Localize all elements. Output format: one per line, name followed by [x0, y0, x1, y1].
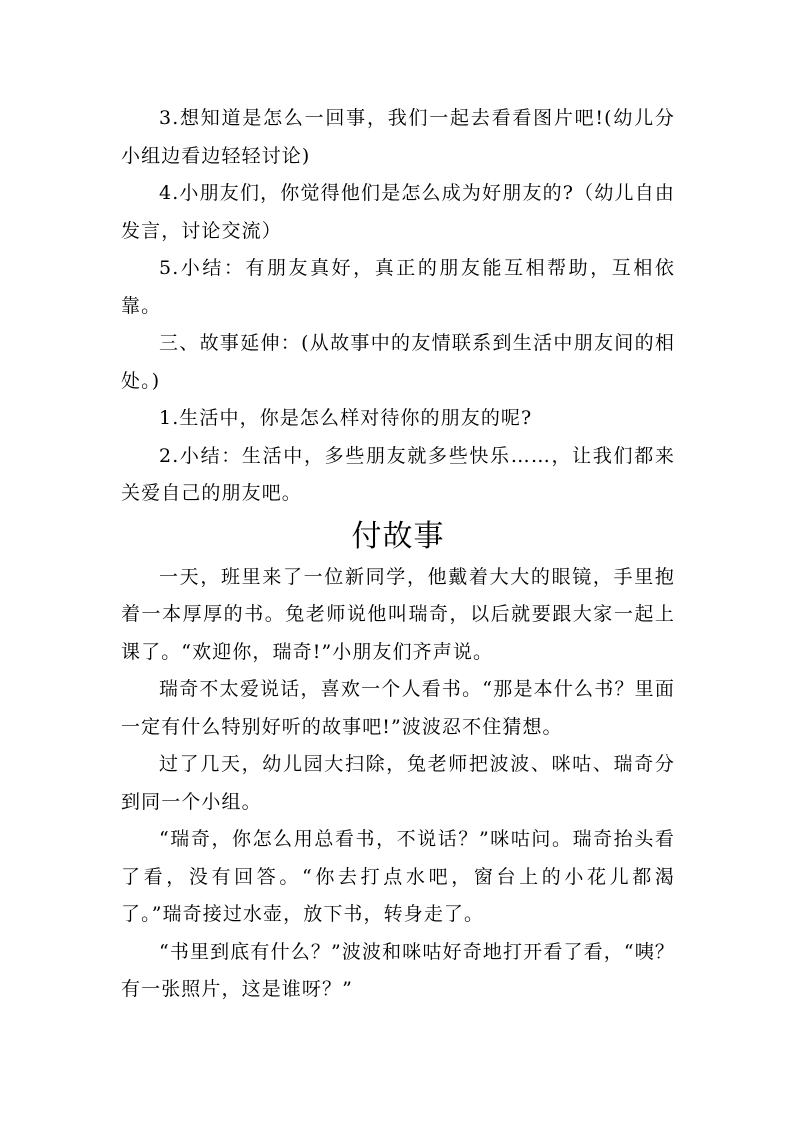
- paragraph-step-4: 4.小朋友们，你觉得他们是怎么成为好朋友的?（幼儿自由发言，讨论交流）: [121, 182, 675, 242]
- paragraph-step-5-summary: 5.小结：有朋友真好，真正的朋友能互相帮助，互相依靠。: [121, 257, 675, 317]
- story-paragraph-4: “瑞奇，你怎么用总看书，不说话？”咪咕问。瑞奇抬头看了看，没有回答。“你去打点水吧，窗台上的小花儿都渴了。”瑞奇接过水壶，放下书，转身走了。: [121, 828, 675, 925]
- paragraph-extension-question-1: 1.生活中，你是怎么样对待你的朋友的呢?: [159, 407, 533, 429]
- story-paragraph-1: 一天，班里来了一位新同学，他戴着大大的眼镜，手里抱着一本厚厚的书。兔老师说他叫瑞奇，以后就要跟大家一起上课了。“欢迎你，瑞奇!”小朋友们齐声说。: [121, 565, 675, 663]
- story-paragraph-5: “书里到底有什么？”波波和咪咕好奇地打开看了看，“咦？有一张照片，这是谁呀？”: [121, 940, 675, 1000]
- paragraph-story-extension: 三、故事延伸：(从故事中的友情联系到生活中朋友间的相处。): [121, 332, 675, 392]
- story-paragraph-3: 过了几天，幼儿园大扫除，兔老师把波波、咪咕、瑞奇分到同一个小组。: [121, 753, 675, 813]
- paragraph-extension-summary-2: 2.小结：生活中，多些朋友就多些快乐……，让我们都来关爱自己的朋友吧。: [121, 444, 675, 504]
- story-paragraph-2: 瑞奇不太爱说话，喜欢一个人看书。“那是本什么书？里面一定有什么特别好听的故事吧!”波波忍不住猜想。: [121, 678, 675, 738]
- paragraph-step-3: 3.想知道是怎么一回事，我们一起去看看图片吧!(幼儿分小组边看边轻轻讨论): [121, 107, 675, 167]
- story-title: 付故事: [351, 518, 445, 554]
- document-page: [121, 100, 675, 1009]
